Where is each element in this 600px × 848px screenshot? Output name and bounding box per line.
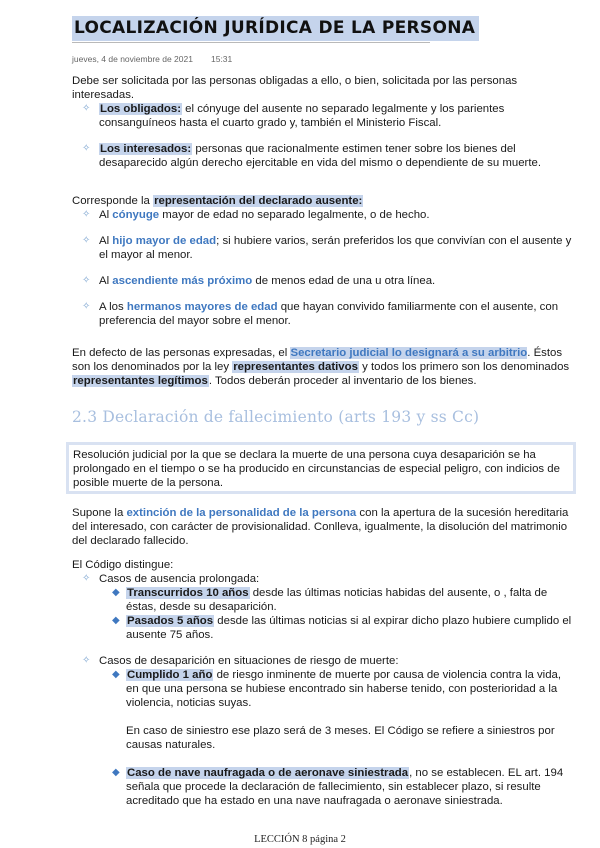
- title-divider: [72, 42, 430, 43]
- ausencia-label: Casos de ausencia prolongada:: [99, 573, 260, 585]
- sublist-item-5-anos: ◆ Pasados 5 años desde las últimas noticias si al expirar dicho plazo hubiere cumplido el ausente 75 años.: [112, 615, 572, 641]
- diamond-bullet-icon: ✧: [82, 655, 91, 666]
- sublist-item-10-anos: ◆ Transcurridos 10 años desde las últimas noticias habidas del ausente, o , falta de éstas, desde su desaparición.: [112, 587, 548, 613]
- secretario-highlight: Secretario judicial lo designará a su arbitrio: [290, 347, 528, 359]
- obligados-label: Los obligados:: [100, 103, 181, 115]
- section-heading: 2.3 Declaración de fallecimiento (arts 193 y ss Cc): [72, 408, 480, 426]
- sublist-item-nave: ◆ Caso de nave naufragada o de aeronave siniestrada, no se establecen. EL art. 194 señala que procede la declaración de fallecimiento, sin establecer plazo, si resulte acreditado que ha estado en una nave naufragada o aeronave siniestrada.: [112, 767, 564, 807]
- diamond-bullet-icon: ✧: [82, 301, 91, 312]
- diamond-bullet-icon: ✧: [82, 275, 91, 286]
- intro-block: [72, 74, 572, 170]
- list-item-ausencia: [72, 572, 572, 586]
- dativos-highlight: representantes dativos: [233, 361, 358, 373]
- rep-key-ascendiente: ascendiente más próximo: [112, 275, 253, 287]
- definition-box: [66, 442, 576, 494]
- supone-paragraph: Supone la extinción de la personalidad de la persona con la apertura de la sucesión hereditaria del interesado, con carácter de provisionalidad. Conlleva, igualmente, la disolución del matrimonio del declarado fallecido.: [72, 507, 569, 547]
- diamond-filled-bullet-icon: ◆: [112, 587, 120, 598]
- list-item-hijo: ✧ Al hijo mayor de edad; si hubiere varios, serán preferidos los que convivían con el ausente y el mayor al menor.: [82, 235, 572, 261]
- note-timestamp: [72, 52, 232, 66]
- diamond-filled-bullet-icon: ◆: [112, 615, 120, 626]
- representacion-intro: Corresponde la representación del declarado ausente:: [72, 195, 363, 207]
- legitimos-highlight: representantes legítimos: [73, 375, 208, 387]
- siniestro-note: En caso de siniestro ese plazo será de 3 meses. El Código se refiere a siniestros por causas naturales.: [126, 725, 555, 751]
- diamond-filled-bullet-icon: ◆: [112, 669, 120, 680]
- diamond-bullet-icon: ✧: [82, 209, 91, 220]
- title-wrap: [72, 16, 479, 41]
- rep-key-conyuge: cónyuge: [112, 209, 160, 221]
- codigo-block: [72, 558, 572, 642]
- list-item-interesados: [72, 142, 572, 170]
- codigo-intro: El Código distingue:: [72, 559, 174, 571]
- page-title: LOCALIZACIÓN JURÍDICA DE LA PERSONA: [72, 16, 479, 41]
- rep-key-hijo: hijo mayor de edad: [112, 235, 217, 247]
- representacion-highlight: representación del declarado ausente:: [154, 195, 363, 207]
- note-time: 15:31: [210, 54, 233, 64]
- list-item-hermanos: ✧ A los hermanos mayores de edad que hayan convivido familiarmente con el ausente, con preferencia del mayor sobre el menor.: [82, 301, 559, 327]
- rep-key-hermanos: hermanos mayores de edad: [126, 301, 278, 313]
- representacion-block: [72, 194, 572, 328]
- riesgo-label: Casos de desaparición en situaciones de riesgo de muerte:: [99, 655, 399, 667]
- page-footer: LECCIÓN 8 página 2: [254, 834, 346, 845]
- definition-text: Resolución judicial por la que se declara la muerte de una persona cuya desaparición se ha prolongado en el tiempo o se ha producido en circunstancias de especial peligro, con indicios de posible muerte de la persona.: [73, 449, 560, 489]
- note-date: jueves, 4 de noviembre de 2021: [72, 54, 193, 64]
- interesados-text: personas que racionalmente estimen tener sobre los bienes del desaparecido algún derecho ejercitable en vida del mismo o dependiente de su muerte.: [99, 143, 541, 169]
- riesgo-block: [72, 654, 572, 808]
- diamond-bullet-icon: ✧: [82, 573, 91, 584]
- list-item-obligados: [72, 102, 572, 130]
- diamond-bullet-icon: ✧: [82, 235, 91, 246]
- sublist-item-1-ano: ◆ Cumplido 1 año de riesgo inminente de muerte por causa de violencia contra la vida, en que una persona se hubiese encontrado sin haberse tenido, con posterioridad a la violencia, noticias suyas.: [112, 669, 562, 709]
- defecto-paragraph: En defecto de las personas expresadas, el Secretario judicial lo designará a su arbitrio. Éstos son los denominados por la ley representantes dativos y todos los primero son los denominados representantes legítimos. Todos deberán proceder al inventario de los bienes.: [72, 347, 570, 387]
- list-item-ascendiente: ✧ Al ascendiente más próximo de menos edad de una u otra línea.: [82, 275, 436, 287]
- intro-text: Debe ser solicitada por las personas obligadas a ello, o bien, solicitada por las personas interesadas.: [72, 75, 518, 101]
- diamond-bullet-icon: ✧: [82, 103, 91, 114]
- list-item-riesgo: [72, 654, 572, 668]
- diamond-bullet-icon: ✧: [82, 143, 91, 154]
- interesados-label: Los interesados:: [100, 143, 192, 155]
- obligados-text: el cónyuge del ausente no separado legalmente y los parientes consanguíneos hasta el cuarto grado y, también el Ministerio Fiscal.: [99, 103, 505, 129]
- list-item-conyuge: ✧ Al cónyuge mayor de edad no separado legalmente, o de hecho.: [82, 209, 430, 221]
- diamond-filled-bullet-icon: ◆: [112, 767, 120, 778]
- extincion-highlight: extinción de la personalidad de la persona: [126, 507, 357, 519]
